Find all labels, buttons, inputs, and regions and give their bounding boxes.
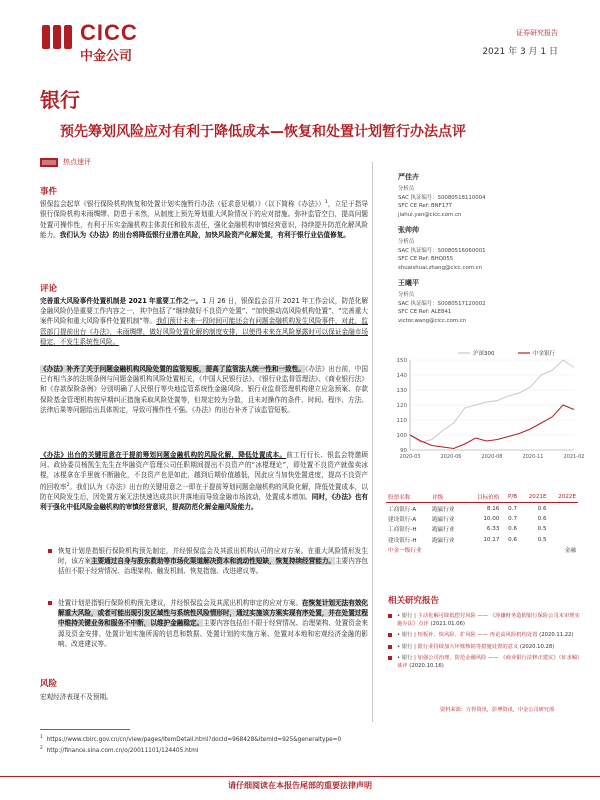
y-tick-label: 140 [396, 373, 407, 379]
legend-label: 中金银行 [533, 351, 556, 357]
table-cell: 跑赢行业 [432, 527, 455, 534]
report-date: 2021 年 3 月 1 日 [482, 47, 558, 57]
table-note-label: 中金一级行业 [388, 548, 422, 555]
table-cell: 建设银行-A [388, 516, 417, 523]
footnote-1: $^1$ https://www.cbirc.gov.cn/cn/view/pages/ItemDetail.html?docId=968428&itemId=925&generaltype=0 [40, 735, 342, 743]
table-header: 目标价格 [476, 495, 500, 502]
report-title: 预先筹划风险应对有利于降低成本—恢复和处置计划暂行办法点评 [60, 124, 466, 140]
legend-label: 沪深300 [473, 351, 495, 357]
x-tick-label: 2020-11 [522, 454, 544, 460]
column-divider [372, 162, 373, 722]
analyst-email[interactable]: victor.wang@cicc.com.cn [398, 317, 467, 324]
comment-paragraph-2: 《办法》补齐了关于问题金融机构风险处置的监管短板，提高了监管法人统一性和一致性。《办法》出台前，中国已有相当多的法规条例与问题金融机构风险处置相关，《中国人民银行法》、《银行业监督管理法》、《商业银行法》和《存款保险条例》分别明确了人民银行等央地监管系统性金融风险、银行业监督管理机构建立应急预案、存款保险基金管理机构按早期纠正措施采取风险处置等，但规定较为分散，且未对操作的条件、时间、程序、方法、法律后果等问题给出具体规定，导致可操作性不强。《办法》的出台补齐了该监管短板。 [40, 365, 368, 414]
bullet-square-icon [388, 614, 392, 618]
bullet-square-icon [388, 656, 392, 660]
comment-paragraph-3: 《办法》出台的关键用意在于提前筹划问题金融机构的风险化解，降低处置成本。前工行行长、银监会特邀顾问、政协委员杨凯生先生在华融资产管理公司任职期间提出不良资产的“冰棍理论”，即处置不良资产就像卖冰棍，冰棍拿在手里就不断融化，不良资产也是如此，越到后期价值越低，因此应当加快处置进度，提高不良资产的回收率$^2$。我们认为《办法》出台的关键用意之一即在于提前筹划问题金融机构的风险化解，降低处置成本，以防在风险发生后，因处置方案无法快速达成共识并落地而导致金融市场波动，处置成本增加。同时，《办法》也有利于强化中低风险金融机构的审慎经营意识，提高防范化解金融风险能力。 [40, 451, 369, 512]
footnote-rule [40, 729, 130, 730]
bullet-resolution-plan: 处置计划是指银行保险机构预先建议，并经银保监会及其派出机构审定的应对方案。在恢复计划无法有效化解重大风险，或者可能出现引发区域性与系统性风险情形时，通过实施该方案实现有序处置，并在处置过程中维持关键业务和服务不中断，以维护金融稳定。主要内容包括但不限于经营情况、治理架构、处置资金来源及资金安排、处置计划实施所需的信息和数据、处置计划的实施方案、处置对本地和宏观经济金融的影响、改进建议等。 [48, 598, 368, 649]
related-item[interactable]: • 银行 | 主动化解可降低偿付风险 —— 《涉嫌财务造假银行保险公司未审理实施办法》点评 (2021.01.06) [388, 612, 582, 628]
bullet-recovery-plan: 恢复计划是指银行保险机构预先制定，并经银保监会及其派出机构认可的应对方案。在重大风险情形发生时，该方案主要通过自身与股东救助等市场化渠道解决资本和流动性短缺，恢复持续经营能力。主要内容包括但不限于经营情况、治理架构、触发机制、恢复措施、改进建议等。 [48, 546, 368, 577]
y-tick-label: 120 [396, 403, 407, 409]
analyst-block-3: 王曦平 分析员 SAC 执证编号：S0080517120002 SFC CE Ref: ALE841 victor.wang@cicc.com.cn [398, 278, 578, 325]
x-tick-label: 2020-03 [399, 454, 421, 460]
performance-chart [388, 346, 585, 468]
y-tick-label: 100 [396, 433, 407, 439]
related-item[interactable]: • 银行 | 短板补、快风险、扩风险 —— 再论高风险机构处置 (2020.11.22) [388, 631, 582, 639]
event-heading: 事件 [40, 187, 58, 197]
table-header: 评级 [432, 495, 444, 502]
related-source-note: 资料来源：万得资讯，彭博资讯，中金公司研究部 [440, 707, 555, 713]
table-note-row [386, 545, 578, 555]
table-cell: 跑赢行业 [432, 506, 455, 513]
table-cell [549, 535, 578, 545]
table-cell [549, 514, 578, 524]
table-cell: 0.7 [508, 505, 518, 512]
bullet-square-icon [388, 633, 392, 637]
logo-cn: 中金公司 [80, 49, 133, 64]
table-cell: 工商银行-H [388, 527, 417, 534]
bullet-square-icon [48, 601, 52, 605]
table-note-value: 金融 [564, 548, 576, 555]
table-cell: 0.5 [537, 536, 547, 543]
x-tick-label: 2021-02 [563, 454, 585, 460]
related-research-list [388, 612, 582, 673]
table-cell: 6.33 [486, 526, 500, 533]
table-cell: 跑赢行业 [432, 537, 455, 544]
stock-rating-table [386, 492, 578, 555]
event-paragraph: 银保监会起草《银行保险机构恢复和处置计划实施暂行办法（征求意见稿）》（以下简称《办法》）$^1$，立足于指导银行保险机构未雨绸缪、防患于未然，从制度上预先筹划重大风险情况下的应对措施。弥补监管空白，提高问题处置可操作性，有利于压实金融机构主体责任和股东责任，强化金融机构审慎经营意识，持续提升防范化解风险能力。我们认为《办法》的出台将降低银行业潜在风险，加快风险资产化解处置，有利于银行业估值修复。 [40, 200, 368, 239]
analyst-block-2: 张帅帅 分析员 SAC 执证编号：S0080516060001 SFC CE Ref: BHQ055 shuaishuai.zhang@cicc.com.cn [398, 225, 578, 272]
table-cell [549, 503, 578, 514]
table-row [386, 535, 578, 545]
report-tag: 热点速评 [63, 158, 91, 166]
y-tick-label: 90 [400, 448, 407, 454]
table-header: 2022E [558, 494, 576, 501]
table-cell: 跑赢行业 [432, 516, 455, 523]
series-line-0 [410, 360, 574, 443]
footer-rule [0, 776, 600, 777]
table-row [386, 524, 578, 534]
footnote-1-link[interactable]: https://www.cbirc.gov.cn/cn/view/pages/ItemDetail.html?docId=968428&itemId=925&generaltype=0 [46, 736, 342, 743]
table-cell: 建设银行-H [388, 537, 417, 544]
comment-heading: 评论 [40, 284, 58, 294]
table-cell: 0.6 [537, 515, 547, 522]
y-tick-label: 130 [396, 388, 407, 394]
table-header: P/B [507, 494, 518, 501]
table-cell: 8.16 [486, 505, 500, 512]
table-cell: 0.7 [508, 515, 518, 522]
analyst-email[interactable]: jiahui.yan@cicc.com.cn [398, 211, 462, 218]
report-type: 证券研究报告 [516, 29, 558, 37]
x-tick-label: 2020-08 [481, 454, 503, 460]
risk-heading: 风险 [40, 679, 58, 689]
logo-latin: CICC [80, 20, 138, 45]
table-cell [549, 524, 578, 534]
analyst-block-1: 严佳卉 分析员 SAC 执证编号：S0080518110004 SFC CE Ref: BNF177 jiahui.yan@cicc.com.cn [398, 172, 578, 219]
risk-text: 宏观经济表现不及预期。 [40, 693, 113, 701]
sector-title: 银行 [40, 88, 80, 112]
table-cell: 工商银行-A [388, 506, 417, 513]
table-row [386, 514, 578, 524]
related-research-heading: 相关研究报告 [388, 596, 440, 606]
table-cell: 10.00 [483, 515, 500, 522]
table-header: 2021E [528, 494, 547, 501]
comment-paragraph-1: 完善重大风险事件处置机制是 2021 年重要工作之一。1 月 26 日，银保监会召开 2021 年工作会议，防范化解金融风险仍是重要工作内容之一，其中包括了“继续做好不良资产处置”、“加快推动高风险机构处置”、“完善重大案件风险和重大风险事件处置机制”等。我们预计未来一段时间可能还会有问题金融机构发生风险事件，对此，监管部门提前出台《办法》，未雨绸缪，做好风险处置化解的制度安排，以使得未来在风险暴露时可以保证金融市场稳定、不发生系统性风险。 [40, 297, 369, 346]
related-item[interactable]: • 银行 | 银行业持续加大坏账核销等措施处置的意义 (2020.10.28) [388, 643, 582, 651]
table-cell: 0.5 [537, 526, 547, 533]
related-item[interactable]: • 银行 | 加强公司治理，防范金融风险 —— 《商业银行法修正建议》（征求稿）谈评 (2020.10.16) [388, 654, 582, 670]
footnote-2: $^2$ http://finance.sina.com.cn/o/20011101/124405.html [40, 746, 199, 754]
analyst-email[interactable]: shuaishuai.zhang@cicc.com.cn [398, 264, 483, 271]
bullet-square-icon [388, 645, 392, 649]
table-row [386, 503, 578, 514]
table-cell: 0.6 [508, 526, 518, 533]
footnote-2-link[interactable]: http://finance.sina.com.cn/o/20011101/124405.html [46, 747, 199, 754]
tag-icon [40, 158, 58, 167]
series-line-1 [410, 405, 574, 449]
cicc-logo-icon [40, 22, 74, 52]
y-tick-label: 110 [396, 418, 407, 424]
x-tick-label: 2020-06 [440, 454, 462, 460]
table-cell: 0.6 [508, 536, 518, 543]
table-cell: 0.6 [537, 505, 547, 512]
table-cell: 10.17 [483, 536, 500, 543]
legal-notice: 请仔细阅读在本报告尾部的重要法律声明 [228, 781, 372, 790]
y-tick-label: 150 [396, 358, 407, 364]
bullet-square-icon [48, 549, 52, 553]
table-header: 股票名称 [388, 495, 411, 502]
